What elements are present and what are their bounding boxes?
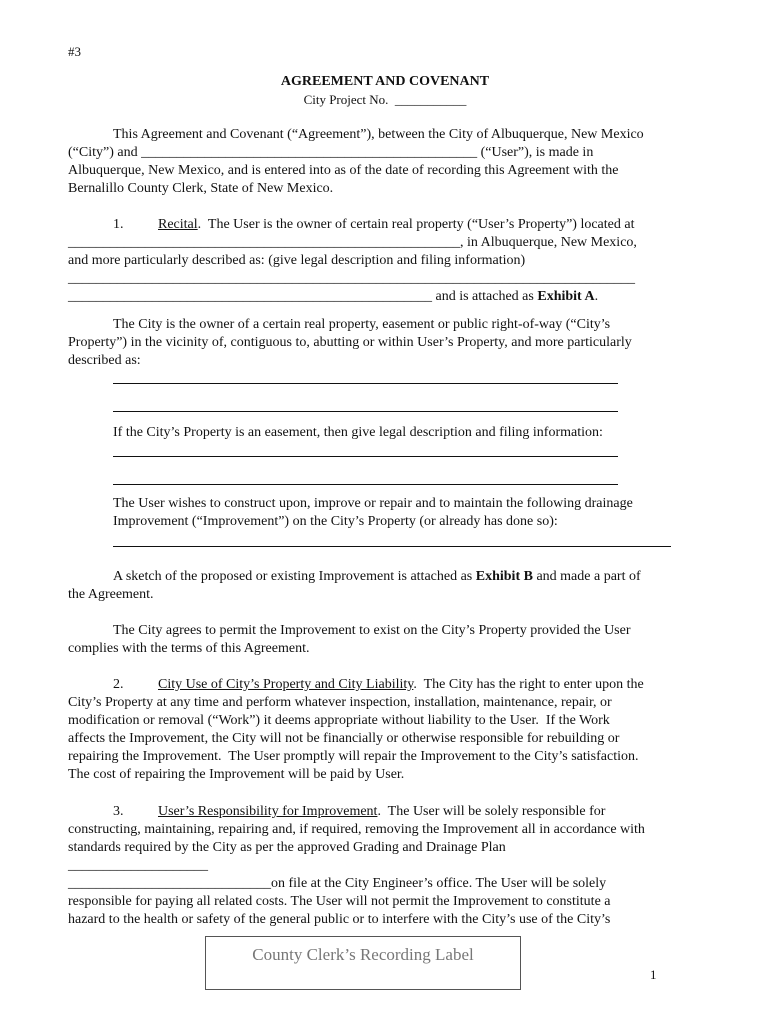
section-1-blank-line: _________________________________________________________________________________ <box>68 271 635 286</box>
intro-line: (“City”) and ________________________________________________ (“User”), is made in <box>68 145 594 160</box>
recording-label-text: County Clerk’s Recording Label <box>252 945 474 964</box>
section-2-line <box>158 676 644 694</box>
section-3-line: hazard to the health or safety of the general public or to interfere with the City’s use of the City’s <box>68 912 611 927</box>
section-1-description-label: and more particularly described as: (give legal description and filing information) <box>68 253 526 268</box>
section-3-line: standards required by the City as per the approved Grading and Drainage Plan <box>68 840 506 855</box>
section-3-blank-line: ____________________ <box>68 858 208 873</box>
project-number-line <box>0 91 770 109</box>
improvement-line: Improvement (“Improvement”) on the City’s Property (or already has done so): <box>113 514 558 529</box>
section-3-onfile-line: _____________________________on file at the City Engineer’s office. The User will be solely <box>68 876 607 891</box>
intro-line: Bernalillo County Clerk, State of New Mexico. <box>68 181 334 196</box>
exhibit-a-prefix: ____________________________________________________ and is attached as <box>68 289 538 304</box>
section-1-text: . The User is the owner of certain real property (“User’s Property”) located at <box>197 217 635 232</box>
blank-underline <box>113 456 618 457</box>
section-2-line: repairing the Improvement. The User promptly will repair the Improvement to the City’s satisfaction. <box>68 749 639 764</box>
city-property-line: The City is the owner of a certain real property, easement or public right-of-way (“City’s <box>113 317 611 332</box>
recording-label-box <box>205 936 521 990</box>
exhibit-b-label: Exhibit B <box>475 569 533 584</box>
section-2-heading: City Use of City’s Property and City Liability <box>158 677 414 692</box>
exhibit-a-label: Exhibit A <box>537 289 595 304</box>
section-2-line: City’s Property at any time and perform whatever inspection, installation, maintenance, repair, or <box>68 695 612 710</box>
intro-line: This Agreement and Covenant (“Agreement”), between the City of Albuquerque, New Mexico <box>113 127 644 142</box>
section-3-line: constructing, maintaining, repairing and, if required, removing the Improvement all in accordance with <box>68 822 645 837</box>
city-property-line: described as: <box>68 353 141 368</box>
section-2-line: The cost of repairing the Improvement will be paid by User. <box>68 767 405 782</box>
blank-underline <box>113 484 618 485</box>
section-3-line <box>158 803 605 821</box>
section-2-line: modification or removal (“Work”) it deems appropriate without liability to the User. If the Work <box>68 713 610 728</box>
section-3-text: . The User will be solely responsible for <box>377 804 606 819</box>
document-id: #3 <box>68 44 81 59</box>
permit-line: The City agrees to permit the Improvement to exist on the City’s Property provided the User <box>113 623 631 638</box>
page-number: 1 <box>650 967 657 982</box>
section-1-heading: Recital <box>158 217 198 232</box>
section-3-number: 3. <box>113 804 124 819</box>
section-1-line <box>158 216 634 234</box>
section-1-address-line: ________________________________________________________, in Albuquerque, New Mexico, <box>68 235 637 250</box>
section-2-text: . The City has the right to enter upon the <box>413 677 644 692</box>
easement-line: If the City’s Property is an easement, then give legal description and filing information: <box>113 425 603 440</box>
blank-underline <box>113 546 671 547</box>
permit-line: complies with the terms of this Agreement. <box>68 641 310 656</box>
project-number-label: City Project No. <box>303 92 395 107</box>
exhibit-a-suffix: . <box>594 289 599 304</box>
section-2-number: 2. <box>113 677 124 692</box>
sketch-line <box>113 568 641 586</box>
intro-line: Albuquerque, New Mexico, and is entered into as of the date of recording this Agreement with the <box>68 163 619 178</box>
blank-underline <box>113 411 618 412</box>
section-1-number: 1. <box>113 217 124 232</box>
document-title: AGREEMENT AND COVENANT <box>280 74 490 89</box>
sketch-line: the Agreement. <box>68 587 154 602</box>
blank-underline <box>113 383 618 384</box>
sketch-text-end: and made a part of <box>532 569 641 584</box>
city-property-line: Property”) in the vicinity of, contiguous to, abutting or within User’s Property, and more particularly <box>68 335 632 350</box>
section-2-line: affects the Improvement, the City will not be financially or otherwise responsible for rebuilding or <box>68 731 620 746</box>
section-1-exhibit-line <box>68 288 598 306</box>
project-number-blank: ___________ <box>394 92 467 107</box>
section-3-line: responsible for paying all related costs. The User will not permit the Improvement to constitute a <box>68 894 611 909</box>
section-3-heading: User’s Responsibility for Improvement <box>158 804 378 819</box>
sketch-text: A sketch of the proposed or existing Improvement is attached as <box>113 569 476 584</box>
improvement-line: The User wishes to construct upon, improve or repair and to maintain the following drainage <box>113 496 633 511</box>
